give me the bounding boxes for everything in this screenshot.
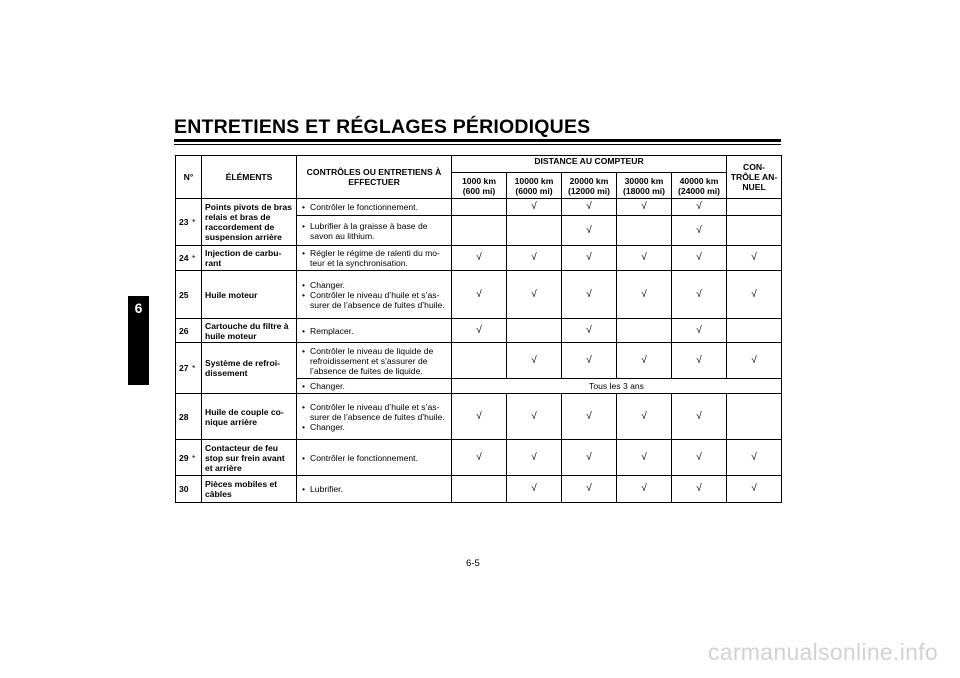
table-row [176,476,782,503]
table-row [176,246,782,271]
row-element: Huile moteur [202,271,297,319]
check-mark: √ [452,246,507,271]
table-row [176,271,782,319]
row-number: 30 [176,476,202,503]
table-row [176,440,782,476]
table-row [176,343,782,379]
row-number: 25 [176,271,202,319]
page-number: 6-5 [466,558,480,569]
check-mark: √ [617,271,672,319]
check-mark: √ [562,216,617,246]
check-mark: √ [507,246,562,271]
row-actions: • Contrôler le niveau de liquide de refroidissement et s’assurer de l’absence de fuites de liquide. [297,343,452,379]
check-mark: √ [507,343,562,379]
check-mark: √ [672,246,727,271]
check-mark: √ [507,271,562,319]
check-mark: √ [562,319,617,343]
header-distance-1: 1000 km (600 mi) [452,173,507,199]
check-mark: √ [452,271,507,319]
row-actions: • Régler le régime de ralenti du mo-teur et la synchronisation. [297,246,452,271]
row-number: 23 * [176,199,202,246]
header-controls: CONTRÔLES OU ENTRETIENS À EFFECTUER [297,156,452,199]
row-number: 24 * [176,246,202,271]
row-element: Contacteur de feu stop sur frein avant et arrière [202,440,297,476]
chapter-tab: 6 [128,296,149,385]
table-row [176,394,782,440]
title-rule-thick [174,139,781,142]
row-number: 29 * [176,440,202,476]
check-mark: √ [617,394,672,440]
interval-note: Tous les 3 ans [452,379,782,394]
row-element: Pièces mobiles et câbles [202,476,297,503]
row-number: 28 [176,394,202,440]
check-mark: √ [672,440,727,476]
check-mark: √ [507,394,562,440]
header-num: N° [176,156,202,199]
header-row [176,156,782,173]
row-element: Huile de couple co-nique arrière [202,394,297,440]
check-mark: √ [617,246,672,271]
row-actions: • Lubrifier. [297,476,452,503]
check-mark: √ [727,271,782,319]
check-mark: √ [452,319,507,343]
check-mark: √ [452,440,507,476]
page-title: ENTRETIENS ET RÉGLAGES PÉRIODIQUES [174,116,591,138]
row-element: Injection de carbu-rant [202,246,297,271]
header-annual: CON-TRÔLE AN-NUEL [727,156,782,199]
check-mark: √ [562,199,617,216]
row-actions: • Contrôler le fonctionnement. [297,199,452,216]
check-mark: √ [562,476,617,503]
check-mark: √ [452,394,507,440]
row-actions: • Lubrifier à la graisse à base de savon au lithium. [297,216,452,246]
check-mark: √ [672,319,727,343]
header-distance-5: 40000 km (24000 mi) [672,173,727,199]
check-mark: √ [562,394,617,440]
header-distance-3: 20000 km (12000 mi) [562,173,617,199]
check-mark: √ [672,343,727,379]
check-mark: √ [562,271,617,319]
check-mark: √ [672,394,727,440]
table-row [176,199,782,216]
check-mark: √ [672,216,727,246]
header-distance-4: 30000 km (18000 mi) [617,173,672,199]
check-mark: √ [507,199,562,216]
check-mark: √ [507,476,562,503]
check-mark: √ [727,343,782,379]
check-mark: √ [727,440,782,476]
check-mark: √ [562,246,617,271]
row-number: 27 * [176,343,202,394]
row-element: Cartouche du filtre à huile moteur [202,319,297,343]
row-actions: • Changer. • Contrôler le niveau d’huile et s’as-surer de l’absence de fuites d’huile. [297,271,452,319]
check-mark: √ [672,271,727,319]
title-rule-thin [174,144,781,145]
check-mark: √ [617,440,672,476]
row-actions: • Remplacer. [297,319,452,343]
watermark: carmanualsonline.info [707,639,938,665]
row-element: Points pivots de bras relais et bras de raccordement de suspension arrière [202,199,297,246]
maintenance-table [175,155,782,503]
row-actions: • Contrôler le niveau d’huile et s’as-surer de l’absence de fuites d’huile. • Changer. [297,394,452,440]
header-distance: DISTANCE AU COMPTEUR [452,156,727,173]
check-mark: √ [617,343,672,379]
check-mark: √ [672,476,727,503]
check-mark: √ [617,199,672,216]
header-distance-2: 10000 km (6000 mi) [507,173,562,199]
check-mark: √ [727,246,782,271]
check-mark: √ [507,440,562,476]
table-row [176,319,782,343]
row-number: 26 [176,319,202,343]
check-mark: √ [617,476,672,503]
header-element: ÉLÉMENTS [202,156,297,199]
check-mark: √ [727,476,782,503]
check-mark: √ [672,199,727,216]
row-actions: • Contrôler le fonctionnement. [297,440,452,476]
row-actions: • Changer. [297,379,452,394]
row-element: Système de refroi-dissement [202,343,297,394]
check-mark: √ [562,440,617,476]
check-mark: √ [562,343,617,379]
